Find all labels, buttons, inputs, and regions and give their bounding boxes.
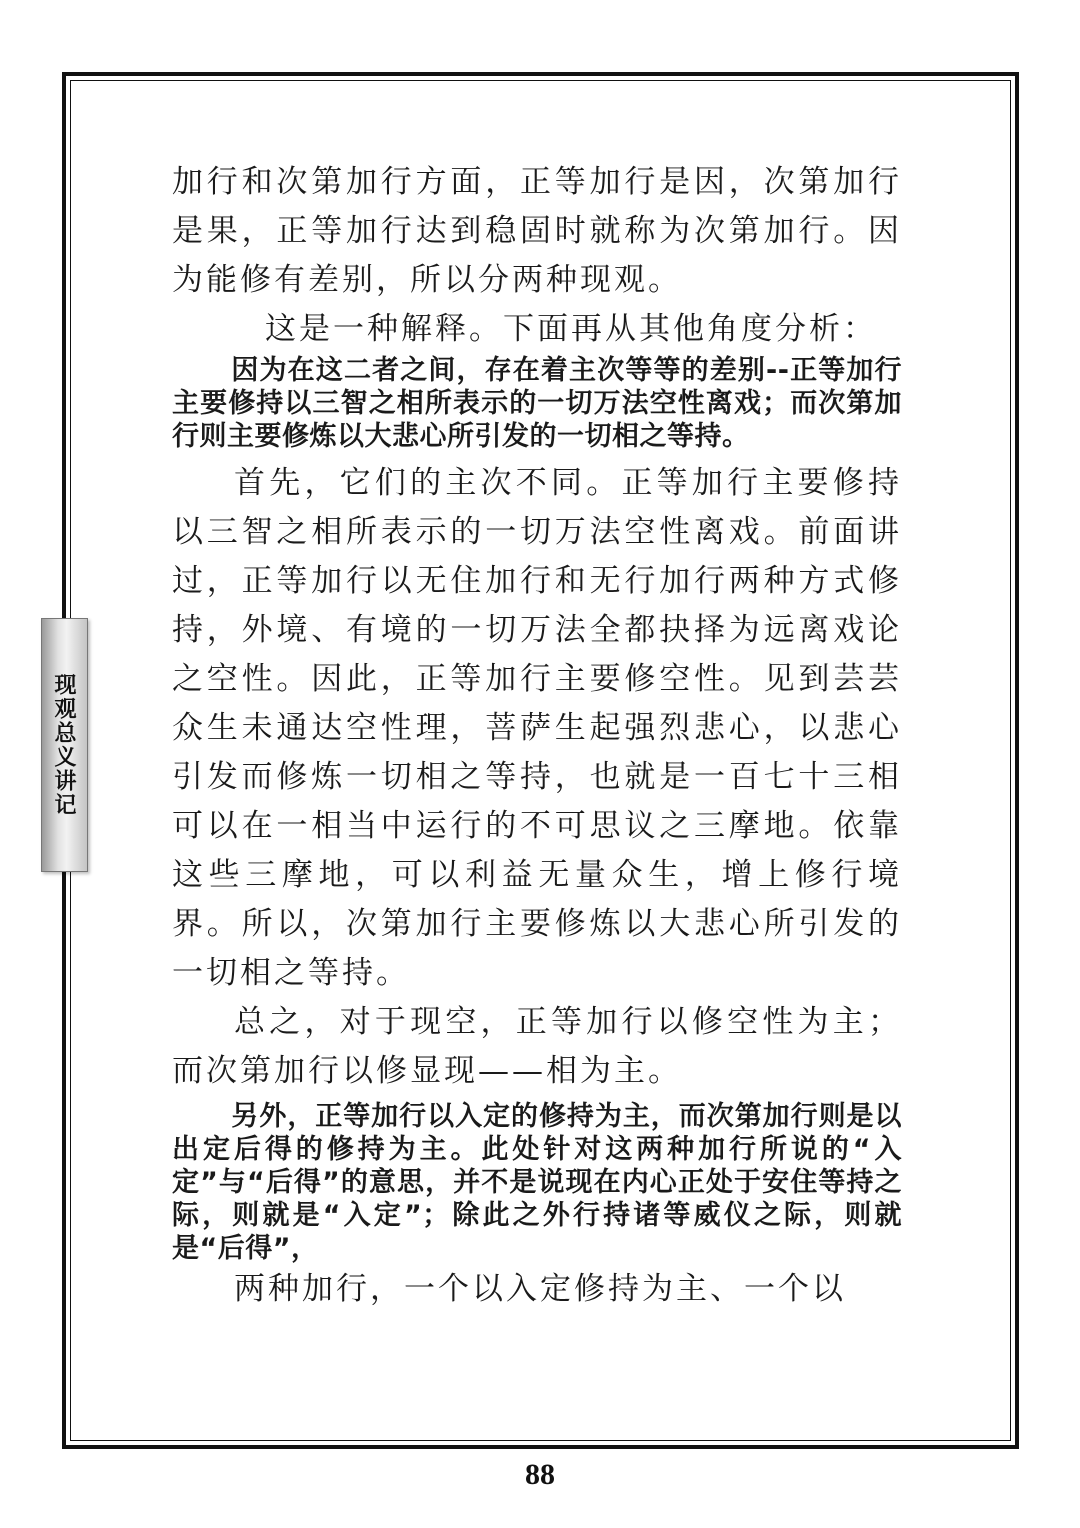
page-number: 88	[525, 1458, 555, 1491]
paragraph: 两种加行，一个以入定修持为主、一个以	[234, 1271, 846, 1307]
paragraph: 加行和次第加行方面，正等加行是因，次第加行是果，正等加行达到稳固时就称为次第加行。因为能修有差别，所以分两种现观。	[172, 164, 902, 298]
paragraph: 总之，对于现空，正等加行以修空性为主；而次第加行以修显现——相为主。	[172, 1004, 902, 1089]
main-text	[172, 158, 902, 1314]
book-title-tab	[41, 618, 88, 872]
paragraph: 这是一种解释。下面再从其他角度分析：	[265, 311, 877, 347]
paragraph: 另外，正等加行以入定的修持为主，而次第加行则是以出定后得的修持为主。此处针对这两种加行所说的“入定”与“后得”的意思，并不是说现在内心正处于安住等持之际，则就是“入定”；除此之外行持诸等威仪之际，则就是“后得”，	[172, 1101, 902, 1264]
paragraph: 首先，它们的主次不同。正等加行主要修持以三智之相所表示的一切万法空性离戏。前面讲过，正等加行以无住加行和无行加行两种方式修持，外境、有境的一切万法全都抉择为远离戏论之空性。因此，正等加行主要修空性。见到芸芸众生未通达空性理，菩萨生起强烈悲心，以悲心引发而修炼一切相之等持，也就是一百七十三相可以在一相当中运行的不可思议之三摩地。依靠这些三摩地，可以利益无量众生，增上修行境界。所以，次第加行主要修炼以大悲心所引发的一切相之等持。	[172, 465, 902, 991]
book-title: 现观总义讲记	[51, 673, 77, 817]
paragraph: 因为在这二者之间，存在着主次等等的差别--正等加行主要修持以三智之相所表示的一切万法空性离戏；而次第加行则主要修炼以大悲心所引发的一切相之等持。	[172, 355, 902, 452]
